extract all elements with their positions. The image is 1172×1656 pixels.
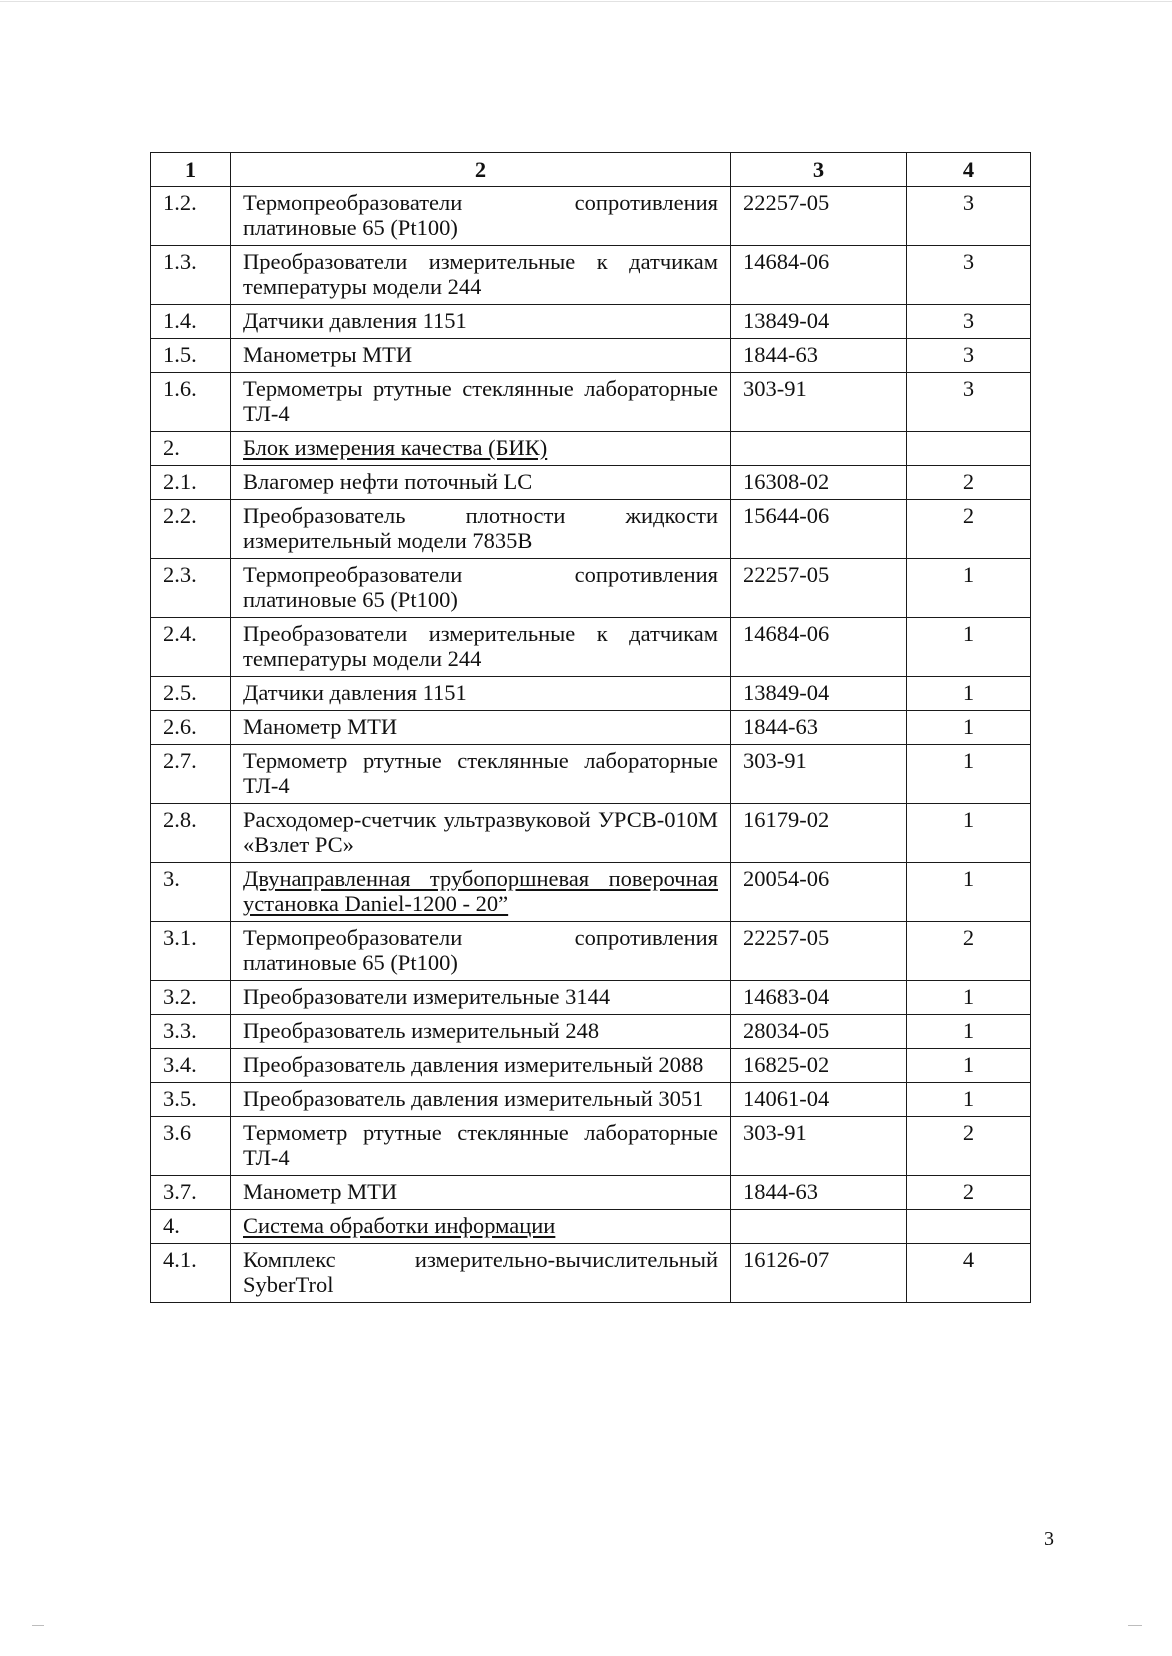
row-code-cell: 14061-04 xyxy=(731,1083,907,1117)
table-row xyxy=(151,1210,1031,1244)
row-code-cell: 22257-05 xyxy=(731,922,907,981)
row-quantity-cell: 1 xyxy=(907,711,1031,745)
row-number-cell: 3.7. xyxy=(151,1176,231,1210)
table-body xyxy=(151,187,1031,1303)
row-name-cell: Преобразователи измерительные 3144 xyxy=(231,981,731,1015)
row-code-cell: 20054-06 xyxy=(731,863,907,922)
row-name-cell: Манометр МТИ xyxy=(231,711,731,745)
row-number-cell: 3.6 xyxy=(151,1117,231,1176)
row-quantity-cell xyxy=(907,1210,1031,1244)
row-code-cell: 1844-63 xyxy=(731,339,907,373)
table-row xyxy=(151,745,1031,804)
table-row xyxy=(151,187,1031,246)
row-number-cell: 4.1. xyxy=(151,1244,231,1303)
table-row xyxy=(151,432,1031,466)
row-number-cell: 3. xyxy=(151,863,231,922)
row-name-cell: Влагомер нефти поточный LC xyxy=(231,466,731,500)
row-quantity-cell: 1 xyxy=(907,1083,1031,1117)
row-quantity-cell: 3 xyxy=(907,373,1031,432)
table-row xyxy=(151,559,1031,618)
table-row xyxy=(151,618,1031,677)
row-name-cell: Датчики давления 1151 xyxy=(231,305,731,339)
row-number-cell: 3.1. xyxy=(151,922,231,981)
row-name-cell: Термопреобразователи сопротивления платиновые 65 (Pt100) xyxy=(231,922,731,981)
row-quantity-cell: 1 xyxy=(907,677,1031,711)
table-row xyxy=(151,711,1031,745)
row-number-cell: 2.4. xyxy=(151,618,231,677)
row-name-cell: Преобразователи измерительные к датчикам температуры модели 244 xyxy=(231,618,731,677)
row-quantity-cell: 2 xyxy=(907,500,1031,559)
row-name-cell: Термометр ртутные стеклянные лабораторные ТЛ-4 xyxy=(231,1117,731,1176)
row-name-cell: Манометр МТИ xyxy=(231,1176,731,1210)
row-number-cell: 2.1. xyxy=(151,466,231,500)
row-code-cell: 303-91 xyxy=(731,373,907,432)
row-quantity-cell: 1 xyxy=(907,863,1031,922)
header-col-2: 2 xyxy=(231,153,731,187)
row-code-cell xyxy=(731,1210,907,1244)
section-title: Блок измерения качества (БИК) xyxy=(243,435,548,460)
row-number-cell: 3.5. xyxy=(151,1083,231,1117)
header-col-4: 4 xyxy=(907,153,1031,187)
row-name-cell xyxy=(231,432,731,466)
table-header-row xyxy=(151,153,1031,187)
row-code-cell: 15644-06 xyxy=(731,500,907,559)
row-number-cell: 1.5. xyxy=(151,339,231,373)
row-quantity-cell: 1 xyxy=(907,1015,1031,1049)
row-number-cell: 1.6. xyxy=(151,373,231,432)
row-number-cell: 3.2. xyxy=(151,981,231,1015)
row-code-cell: 16126-07 xyxy=(731,1244,907,1303)
row-quantity-cell: 2 xyxy=(907,1176,1031,1210)
row-number-cell: 2.3. xyxy=(151,559,231,618)
row-quantity-cell: 1 xyxy=(907,981,1031,1015)
row-code-cell: 16825-02 xyxy=(731,1049,907,1083)
row-quantity-cell: 1 xyxy=(907,1049,1031,1083)
row-name-cell: Преобразователь плотности жидкости измерительный модели 7835B xyxy=(231,500,731,559)
row-number-cell: 2.7. xyxy=(151,745,231,804)
page-number: 3 xyxy=(1044,1528,1054,1550)
scan-edge-top xyxy=(0,1,1172,2)
row-code-cell: 13849-04 xyxy=(731,305,907,339)
row-number-cell: 2.6. xyxy=(151,711,231,745)
row-name-cell: Датчики давления 1151 xyxy=(231,677,731,711)
row-number-cell: 1.3. xyxy=(151,246,231,305)
row-number-cell: 3.3. xyxy=(151,1015,231,1049)
table-row xyxy=(151,500,1031,559)
row-quantity-cell: 3 xyxy=(907,305,1031,339)
row-name-cell: Расходомер-счетчик ультразвуковой УРСВ-010М «Взлет РС» xyxy=(231,804,731,863)
row-name-cell: Преобразователь давления измерительный 3051 xyxy=(231,1083,731,1117)
table-row xyxy=(151,1083,1031,1117)
row-quantity-cell: 1 xyxy=(907,745,1031,804)
table-row xyxy=(151,981,1031,1015)
row-quantity-cell: 4 xyxy=(907,1244,1031,1303)
header-col-3: 3 xyxy=(731,153,907,187)
row-number-cell: 4. xyxy=(151,1210,231,1244)
row-code-cell: 16308-02 xyxy=(731,466,907,500)
row-name-cell: Термометр ртутные стеклянные лабораторные ТЛ-4 xyxy=(231,745,731,804)
row-quantity-cell: 3 xyxy=(907,339,1031,373)
table-row xyxy=(151,863,1031,922)
row-code-cell: 14683-04 xyxy=(731,981,907,1015)
table-row xyxy=(151,922,1031,981)
row-code-cell: 303-91 xyxy=(731,745,907,804)
equipment-table xyxy=(150,152,1031,1303)
scan-edge-bottom-left xyxy=(32,1625,44,1626)
row-name-cell: Манометры МТИ xyxy=(231,339,731,373)
table-row xyxy=(151,246,1031,305)
row-number-cell: 3.4. xyxy=(151,1049,231,1083)
row-name-cell xyxy=(231,1210,731,1244)
row-name-cell: Термопреобразователи сопротивления платиновые 65 (Pt100) xyxy=(231,559,731,618)
section-title: Двунаправленная трубопоршневая поверочная установка Daniel-1200 - 20” xyxy=(243,866,718,916)
row-quantity-cell: 3 xyxy=(907,187,1031,246)
table-row xyxy=(151,677,1031,711)
row-quantity-cell xyxy=(907,432,1031,466)
row-code-cell: 303-91 xyxy=(731,1117,907,1176)
row-code-cell: 22257-05 xyxy=(731,187,907,246)
row-name-cell: Термопреобразователи сопротивления платиновые 65 (Pt100) xyxy=(231,187,731,246)
row-code-cell: 28034-05 xyxy=(731,1015,907,1049)
row-number-cell: 2.8. xyxy=(151,804,231,863)
row-name-cell: Преобразователи измерительные к датчикам температуры модели 244 xyxy=(231,246,731,305)
row-code-cell: 14684-06 xyxy=(731,246,907,305)
table-row xyxy=(151,339,1031,373)
table-row xyxy=(151,373,1031,432)
table-row xyxy=(151,1049,1031,1083)
row-quantity-cell: 2 xyxy=(907,466,1031,500)
row-code-cell xyxy=(731,432,907,466)
row-number-cell: 1.4. xyxy=(151,305,231,339)
row-number-cell: 2. xyxy=(151,432,231,466)
row-name-cell: Комплекс измерительно-вычислительный SyberTrol xyxy=(231,1244,731,1303)
row-code-cell: 1844-63 xyxy=(731,711,907,745)
row-number-cell: 2.2. xyxy=(151,500,231,559)
table-row xyxy=(151,1117,1031,1176)
row-code-cell: 16179-02 xyxy=(731,804,907,863)
row-quantity-cell: 2 xyxy=(907,922,1031,981)
row-quantity-cell: 3 xyxy=(907,246,1031,305)
row-name-cell: Преобразователь давления измерительный 2088 xyxy=(231,1049,731,1083)
row-code-cell: 1844-63 xyxy=(731,1176,907,1210)
row-code-cell: 22257-05 xyxy=(731,559,907,618)
row-name-cell xyxy=(231,863,731,922)
row-number-cell: 1.2. xyxy=(151,187,231,246)
row-name-cell: Термометры ртутные стеклянные лабораторные ТЛ-4 xyxy=(231,373,731,432)
row-number-cell: 2.5. xyxy=(151,677,231,711)
row-quantity-cell: 2 xyxy=(907,1117,1031,1176)
scan-edge-bottom-right xyxy=(1128,1625,1142,1626)
table-row xyxy=(151,466,1031,500)
row-name-cell: Преобразователь измерительный 248 xyxy=(231,1015,731,1049)
section-title: Система обработки информации xyxy=(243,1213,556,1238)
table-row xyxy=(151,1176,1031,1210)
table-row xyxy=(151,804,1031,863)
table-row xyxy=(151,305,1031,339)
table-row xyxy=(151,1015,1031,1049)
row-code-cell: 14684-06 xyxy=(731,618,907,677)
row-quantity-cell: 1 xyxy=(907,804,1031,863)
row-quantity-cell: 1 xyxy=(907,618,1031,677)
row-code-cell: 13849-04 xyxy=(731,677,907,711)
row-quantity-cell: 1 xyxy=(907,559,1031,618)
table-row xyxy=(151,1244,1031,1303)
header-col-1: 1 xyxy=(151,153,231,187)
